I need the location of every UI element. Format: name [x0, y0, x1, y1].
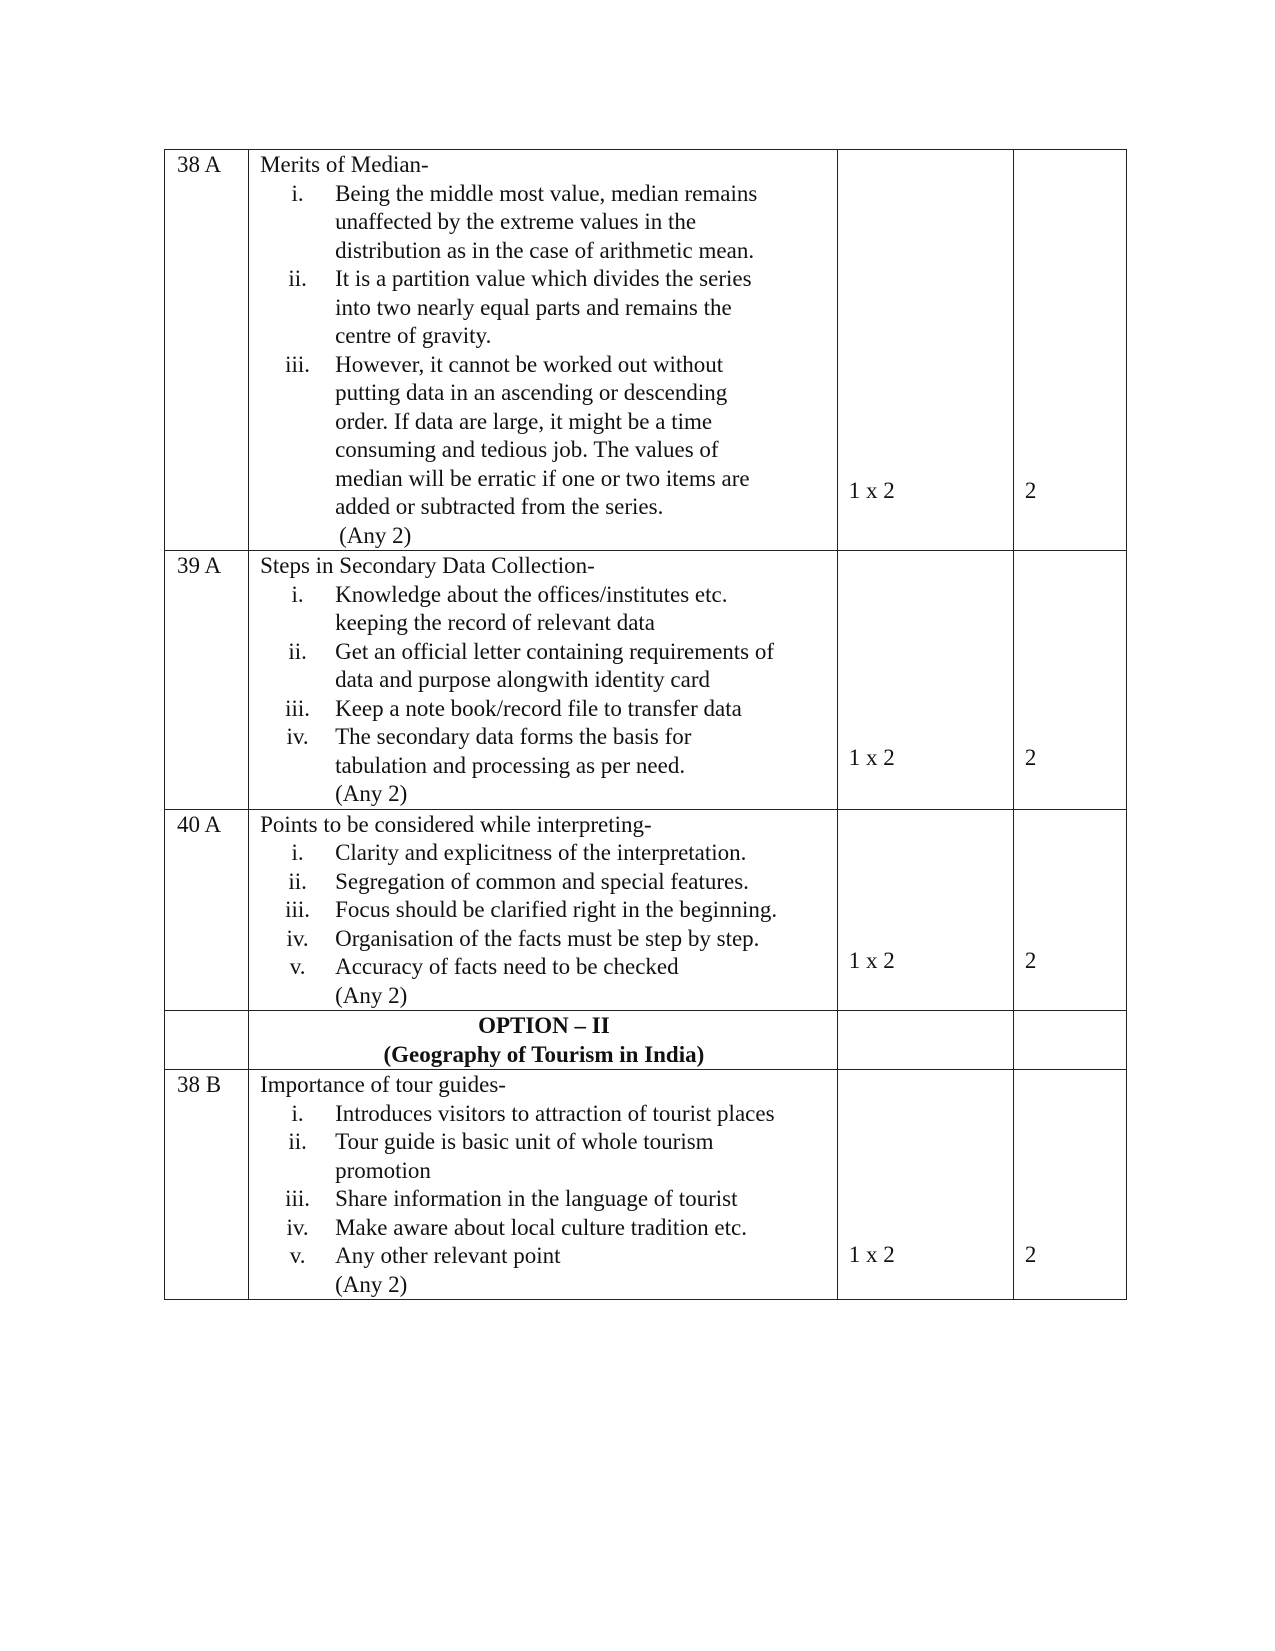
- item-line: distribution as in the case of arithmetic mean.: [335, 237, 755, 263]
- option-heading-cell: [249, 1011, 838, 1070]
- table-row: [165, 551, 1127, 810]
- any-note: (Any 2): [335, 781, 408, 806]
- item-line: However, it cannot be worked out without: [335, 351, 724, 377]
- item-number: ii.: [288, 1129, 307, 1154]
- item-number: iv.: [286, 925, 309, 951]
- answer-heading: Importance of tour guides-: [260, 1072, 506, 1097]
- answer-content: [249, 1070, 838, 1300]
- marks-value: 1 x 2: [848, 478, 895, 503]
- item-number: i.: [291, 180, 304, 206]
- item-number: i.: [291, 1100, 304, 1126]
- list-item: [260, 265, 828, 351]
- list-item: [260, 1242, 828, 1271]
- marks-cell: [837, 150, 1013, 551]
- item-line: centre of gravity.: [335, 323, 492, 348]
- marks-value: 1 x 2: [848, 947, 895, 973]
- total-cell: [1013, 551, 1126, 810]
- item-number: iii.: [285, 897, 311, 922]
- item-line: Tour guide is basic unit of whole tourism: [335, 1129, 714, 1154]
- list-item: [260, 351, 828, 522]
- option-subtitle: (Geography of Tourism in India): [383, 1041, 705, 1067]
- item-line: Keep a note book/record file to transfer data: [335, 695, 742, 721]
- list-item: [260, 638, 828, 695]
- item-line: Focus should be clarified right in the beginning.: [335, 897, 778, 922]
- item-number: v.: [289, 1243, 306, 1268]
- question-number: 39 A: [165, 551, 249, 810]
- table-row: [165, 809, 1127, 1011]
- option-row: [165, 1011, 1127, 1070]
- answer-heading: Steps in Secondary Data Collection-: [260, 553, 595, 578]
- item-number: ii.: [288, 266, 307, 291]
- list-item: [260, 953, 828, 982]
- table-row: [165, 150, 1127, 551]
- list-item: [260, 1214, 828, 1243]
- item-line: consuming and tedious job. The values of: [335, 437, 719, 462]
- marks-cell: [837, 809, 1013, 1011]
- item-number: v.: [289, 954, 306, 979]
- item-line: keeping the record of relevant data: [335, 610, 656, 635]
- any-note: (Any 2): [335, 1271, 408, 1297]
- item-number: i.: [291, 581, 304, 607]
- item-number: iii.: [285, 351, 311, 377]
- item-number: iii.: [285, 1186, 311, 1211]
- empty-cell: [1013, 1011, 1126, 1070]
- table-row: [165, 1070, 1127, 1300]
- item-number: iv.: [286, 1214, 309, 1240]
- list-item: [260, 180, 828, 266]
- list-item: [260, 581, 828, 638]
- marking-scheme-table: [164, 149, 1127, 1300]
- answer-content: [249, 150, 838, 551]
- item-line: Being the middle most value, median remains: [335, 180, 758, 206]
- list-item: [260, 896, 828, 925]
- list-item: [260, 925, 828, 954]
- item-number: iii.: [285, 695, 311, 721]
- list-item: [260, 1185, 828, 1214]
- total-value: 2: [1024, 1242, 1037, 1267]
- item-line: Clarity and explicitness of the interpretation.: [335, 840, 747, 865]
- item-line: Get an official letter containing requirements of: [335, 638, 775, 664]
- marks-value: 1 x 2: [848, 1242, 895, 1267]
- item-line: The secondary data forms the basis for: [335, 724, 692, 749]
- item-line: order. If data are large, it might be a time: [335, 408, 713, 434]
- question-number: 38 B: [165, 1070, 249, 1300]
- total-cell: [1013, 809, 1126, 1011]
- item-line: promotion: [335, 1157, 431, 1183]
- marks-cell: [837, 551, 1013, 810]
- item-line: Organisation of the facts must be step by step.: [335, 925, 760, 951]
- item-number: iv.: [286, 724, 309, 749]
- list-item: [260, 1128, 828, 1185]
- item-line: Share information in the language of tourist: [335, 1186, 738, 1211]
- answer-content: [249, 809, 838, 1011]
- any-note: (Any 2): [339, 522, 412, 548]
- empty-cell: [165, 1011, 249, 1070]
- marks-value: 1 x 2: [848, 745, 895, 770]
- item-line: Make aware about local culture tradition etc.: [335, 1214, 747, 1240]
- item-line: into two nearly equal parts and remains the: [335, 294, 732, 320]
- item-line: data and purpose alongwith identity card: [335, 667, 710, 692]
- item-line: median will be erratic if one or two items are: [335, 465, 750, 491]
- item-line: Any other relevant point: [335, 1243, 561, 1268]
- item-line: unaffected by the extreme values in the: [335, 209, 697, 234]
- item-line: putting data in an ascending or descending: [335, 380, 728, 405]
- answer-heading: Merits of Median-: [260, 152, 429, 177]
- question-number: 40 A: [165, 809, 249, 1011]
- list-item: [260, 868, 828, 897]
- item-number: ii.: [288, 638, 307, 664]
- total-value: 2: [1024, 478, 1037, 503]
- item-line: Accuracy of facts need to be checked: [335, 954, 679, 979]
- item-line: It is a partition value which divides the series: [335, 266, 752, 291]
- answer-content: [249, 551, 838, 810]
- item-line: Knowledge about the offices/institutes etc.: [335, 581, 728, 607]
- any-note: (Any 2): [335, 982, 408, 1008]
- item-line: Introduces visitors to attraction of tourist places: [335, 1100, 775, 1126]
- total-value: 2: [1024, 745, 1037, 770]
- list-item: [260, 1100, 828, 1129]
- list-item: [260, 695, 828, 724]
- option-title: OPTION – II: [478, 1013, 610, 1038]
- item-number: ii.: [288, 868, 307, 894]
- item-line: Segregation of common and special features.: [335, 868, 749, 894]
- answer-heading: Points to be considered while interpreting-: [260, 811, 652, 837]
- list-item: [260, 839, 828, 868]
- total-cell: [1013, 1070, 1126, 1300]
- item-line: tabulation and processing as per need.: [335, 752, 686, 778]
- question-number: 38 A: [165, 150, 249, 551]
- list-item: [260, 723, 828, 780]
- item-line: added or subtracted from the series.: [335, 494, 664, 519]
- empty-cell: [837, 1011, 1013, 1070]
- item-number: i.: [291, 840, 304, 865]
- marks-cell: [837, 1070, 1013, 1300]
- total-value: 2: [1024, 947, 1037, 973]
- total-cell: [1013, 150, 1126, 551]
